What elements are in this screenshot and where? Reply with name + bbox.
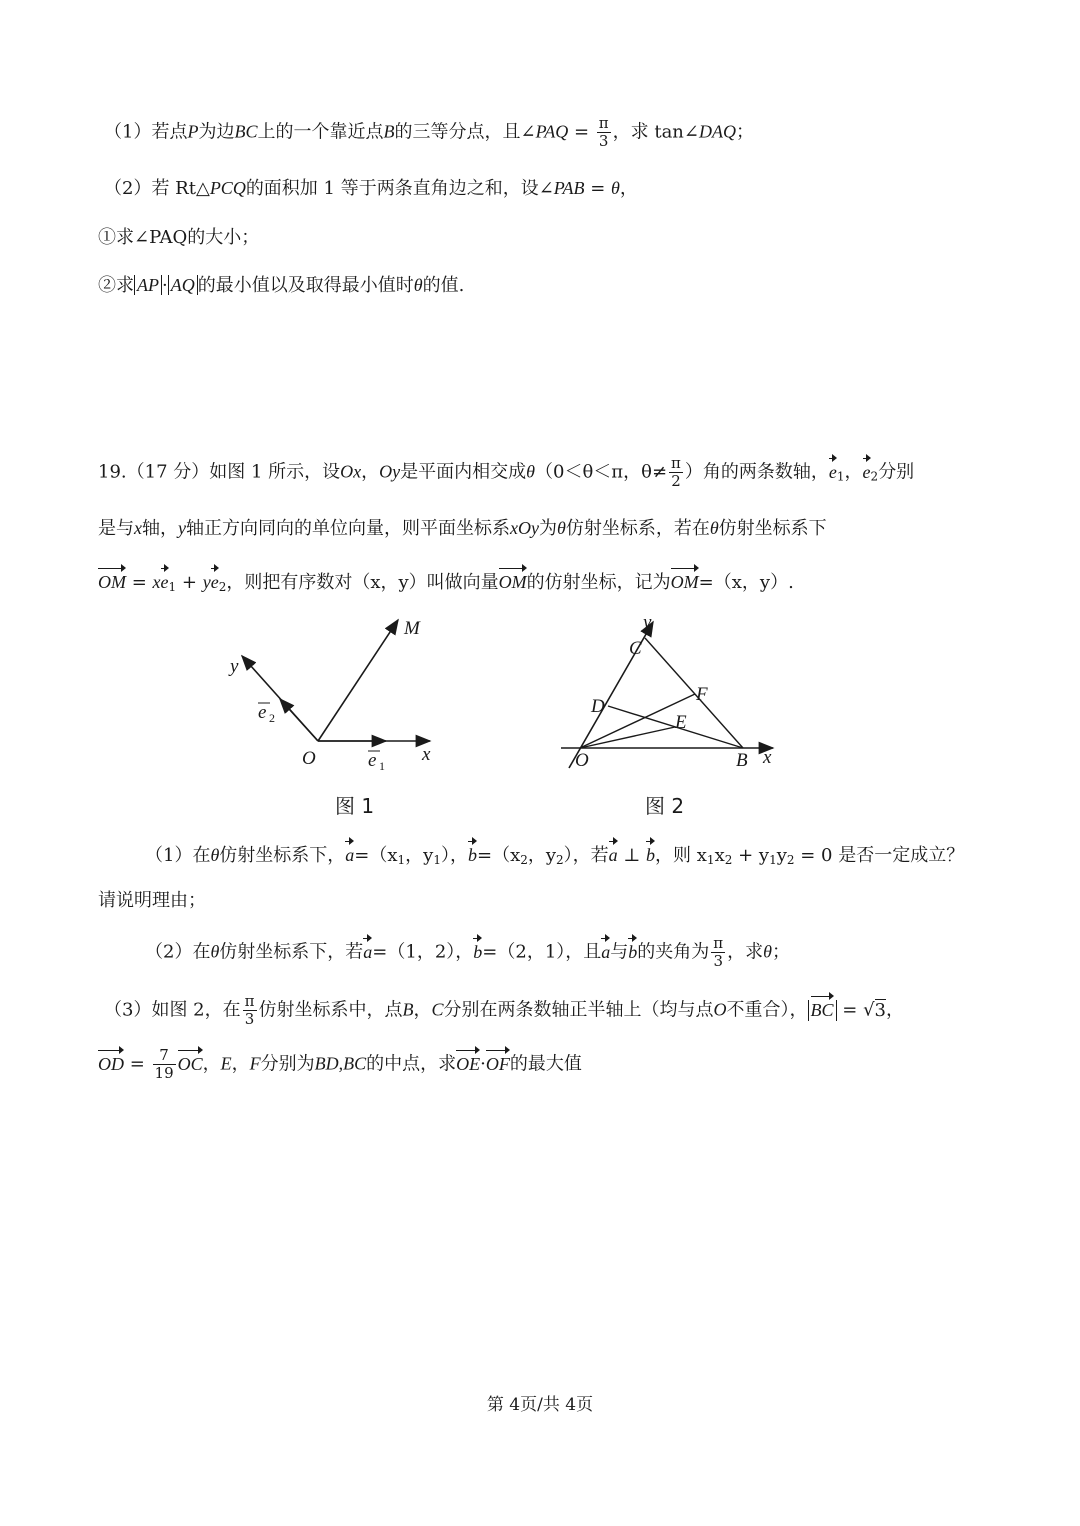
var-c: C	[431, 999, 444, 1020]
fig1-label-e1: e	[368, 750, 377, 771]
figure-2-caption: 图 2	[645, 794, 685, 818]
vec-bc: BC	[811, 995, 834, 1025]
vec-om: OM	[98, 567, 126, 597]
vec-a: a	[363, 937, 372, 967]
fig2-label-c: C	[629, 638, 642, 659]
figure-2	[555, 610, 795, 780]
vec-b: b	[628, 937, 637, 967]
text: 是平面内相交成	[400, 461, 527, 483]
text: 仿射坐标系下，	[219, 845, 346, 866]
vec-of: OF	[486, 1049, 510, 1079]
vec-e2: e	[863, 457, 871, 487]
frac-den: 19	[154, 1064, 174, 1082]
var-theta: θ	[413, 275, 423, 295]
text: =（x	[476, 845, 521, 866]
text: =	[124, 1053, 151, 1075]
fig2-label-o: O	[575, 750, 589, 771]
text: + y	[732, 845, 770, 866]
text: 与	[610, 941, 629, 963]
subscript: 2	[724, 853, 733, 867]
frac-num: 7	[153, 1047, 176, 1065]
text: ，	[202, 1053, 221, 1075]
sqrt-value: 3	[874, 999, 886, 1021]
figure-1-caption: 图 1	[335, 794, 375, 818]
subscript: 2	[520, 853, 528, 867]
vec-om: OM	[499, 567, 527, 597]
q19-line3	[98, 567, 794, 602]
text: x	[714, 845, 725, 866]
fig1-label-e2-sub: 2	[269, 711, 275, 725]
vec-a: a	[609, 840, 618, 870]
q19-sub1	[145, 840, 964, 875]
subscript: 1	[168, 580, 177, 594]
text: 仿射坐标系，若在	[565, 518, 710, 539]
subscript: 2	[870, 469, 879, 484]
fig1-label-e1-sub: 1	[379, 759, 385, 773]
text: ·	[480, 1053, 486, 1075]
fraction-pi-2	[669, 455, 683, 490]
text: 上的一个靠近点	[257, 121, 384, 143]
frac-den: 3	[598, 132, 609, 150]
fig2-segment-oe	[580, 727, 675, 748]
var-theta: θ	[526, 461, 535, 482]
var-b: B	[383, 121, 395, 142]
var-pcq: PCQ	[209, 178, 246, 198]
fig1-label-o: O	[302, 748, 316, 769]
var-theta: θ	[210, 941, 220, 962]
var-b: B	[402, 999, 414, 1020]
text: 分别	[878, 461, 915, 483]
fig2-label-b: B	[736, 750, 748, 771]
subscript: 2	[218, 580, 227, 594]
var-f: F	[249, 1053, 261, 1074]
var-y: y	[202, 572, 211, 592]
frac-num: π	[244, 992, 255, 1010]
text: ，则把有序数对（x，y）叫做向量	[226, 572, 499, 593]
q19-sub2	[145, 935, 790, 970]
subscript: 1	[706, 853, 715, 867]
subscript: 1	[397, 853, 406, 867]
vec-e1: e	[829, 457, 837, 487]
text: 的三等分点，且∠	[394, 121, 536, 143]
var-theta: θ	[709, 518, 719, 538]
text: ）角的两条数轴，	[684, 461, 829, 483]
text: 轴正方向同向的单位向量，则平面坐标系	[186, 518, 510, 539]
fig2-label-x: x	[763, 747, 772, 768]
fig1-label-e2: e	[258, 702, 267, 723]
vec-a: a	[601, 937, 610, 967]
text: ，	[361, 461, 380, 483]
text: 仿射坐标系下，若	[219, 941, 364, 963]
text: =	[836, 999, 864, 1021]
fig1-label-m: M	[404, 618, 420, 639]
text: 的面积加 1 等于两条直角边之和，设∠	[245, 178, 554, 199]
subscript: 1	[433, 853, 441, 867]
frac-num: π	[671, 454, 681, 472]
text: =（1，2），	[372, 941, 474, 963]
text: =	[584, 178, 611, 199]
fig2-segment-cb	[645, 638, 743, 748]
text: （2）在	[145, 941, 211, 963]
q18-sub1	[98, 223, 259, 253]
fig2-label-y: y	[643, 612, 652, 633]
q19-line2	[98, 513, 827, 544]
text: ），	[440, 845, 468, 866]
text: 的夹角为	[637, 941, 710, 963]
text: 的最小值以及取得最小值时	[197, 275, 414, 296]
text: =（x	[354, 845, 398, 866]
text: 的最大值	[509, 1053, 582, 1075]
text: ，求 tan∠	[612, 121, 699, 143]
frac-num: π	[598, 114, 609, 132]
var-theta: θ	[763, 941, 772, 962]
text: ，则 x	[655, 845, 707, 866]
fig2-label-f: F	[696, 684, 708, 705]
var-bd-bc: BD,BC	[314, 1053, 367, 1074]
fraction-7-19	[153, 1047, 176, 1082]
text: ；	[736, 121, 754, 143]
text: 的值.	[422, 275, 465, 296]
vec-b: b	[646, 840, 655, 870]
text: ；	[772, 941, 790, 963]
frac-num: π	[713, 934, 724, 952]
text: ，	[231, 1053, 250, 1075]
q19-sub1-cont	[98, 886, 206, 916]
text: 为	[538, 518, 557, 539]
q19-sub3	[104, 993, 904, 1028]
text: 分别为	[260, 1053, 315, 1075]
text: 分别在两条数轴正半轴上（均与点	[443, 999, 714, 1021]
text: = 0 是否一定成立？	[794, 845, 965, 866]
page-footer: 第 4页/共 4页	[486, 1395, 594, 1415]
frac-den: 3	[713, 952, 723, 970]
q18-part2	[104, 173, 638, 204]
var-theta: θ	[556, 518, 566, 538]
fig1-om-vector	[318, 620, 398, 741]
abs-ap: AP	[134, 275, 162, 295]
var-theta: θ	[210, 845, 220, 865]
var-e: E	[220, 1053, 232, 1074]
text: ②求	[98, 275, 134, 296]
fraction-pi-3	[711, 935, 725, 970]
text: 是与	[98, 518, 134, 539]
text: =（x，y）.	[698, 572, 794, 593]
subscript: 2	[556, 853, 564, 867]
text: 仿射坐标系中，点	[258, 999, 403, 1021]
text: =	[568, 121, 595, 143]
var-oy: Oy	[379, 461, 401, 482]
text: ，	[844, 461, 863, 483]
fig2-label-d: D	[591, 696, 605, 717]
var-y: y	[178, 518, 186, 538]
var-x: x	[134, 518, 142, 538]
var-ox: Ox	[340, 461, 362, 482]
vec-b: b	[473, 937, 482, 967]
fig2-label-e: E	[675, 712, 687, 733]
text: （3）如图 2，在	[104, 999, 241, 1021]
subscript: 2	[786, 853, 795, 867]
fraction-pi-3	[597, 115, 611, 150]
text: （0＜θ＜π，θ≠	[535, 461, 668, 483]
fig1-label-y: y	[230, 656, 239, 677]
vec-b: b	[468, 840, 477, 870]
vec-a: a	[345, 840, 354, 870]
var-daq: DAQ	[699, 121, 736, 142]
vec-om: OM	[671, 567, 699, 597]
var-paq: PAQ	[535, 121, 569, 142]
text: ，y	[527, 845, 557, 866]
var-xoy: xOy	[510, 518, 539, 538]
sqrt-sign: √	[863, 999, 875, 1021]
vec-oe: OE	[456, 1049, 480, 1079]
text: ），若	[563, 845, 609, 866]
text: （1）在	[145, 845, 211, 866]
q18-sub2	[98, 270, 464, 301]
text: =（2，1），且	[482, 941, 602, 963]
text: ⊥	[617, 845, 647, 866]
subscript: 1	[836, 469, 845, 484]
text: y	[776, 845, 787, 866]
text: 仿射坐标系下	[718, 518, 827, 539]
text: 不重合），	[726, 999, 808, 1021]
fig1-e2-vector	[280, 699, 318, 741]
text: ，	[886, 999, 904, 1021]
subscript: 1	[769, 853, 777, 867]
text: 轴，	[142, 518, 178, 539]
text: ，	[413, 999, 432, 1021]
frac-den: 3	[244, 1010, 255, 1028]
q18-part1	[104, 115, 754, 150]
fraction-pi-3	[243, 993, 257, 1028]
text: 19.（17 分）如图 1 所示，设	[98, 461, 341, 483]
frac-den: 2	[671, 472, 681, 490]
var-pab: PAB	[553, 178, 585, 198]
var-bc: BC	[234, 121, 258, 142]
text: ①求∠PAQ的大小；	[98, 227, 260, 248]
text: 为边	[198, 121, 235, 143]
text: +	[176, 572, 203, 593]
vec-od: OD	[98, 1049, 124, 1079]
text: ，	[619, 178, 638, 199]
var-o: O	[713, 999, 727, 1020]
var-x: x	[152, 572, 161, 592]
text: =	[126, 572, 153, 593]
vec-e2: e	[211, 567, 219, 597]
figure-1	[220, 610, 450, 780]
text: 的仿射坐标，记为	[526, 572, 671, 593]
q19-sub3-cont	[98, 1047, 582, 1082]
vec-oc: OC	[178, 1049, 203, 1079]
abs-aq: AQ	[168, 275, 198, 295]
text: ，求	[727, 941, 764, 963]
text: ，y	[405, 845, 434, 866]
var-theta: θ	[611, 178, 620, 198]
vec-e1: e	[161, 567, 169, 597]
text: 请说明理由；	[98, 890, 206, 911]
text: 的中点，求	[366, 1053, 457, 1075]
text: （1）若点	[104, 121, 188, 143]
var-p: P	[187, 121, 199, 142]
text: （2）若 Rt△	[104, 178, 210, 199]
fig1-label-x: x	[422, 744, 431, 765]
text: ·	[162, 275, 168, 296]
q19-intro	[98, 455, 914, 492]
